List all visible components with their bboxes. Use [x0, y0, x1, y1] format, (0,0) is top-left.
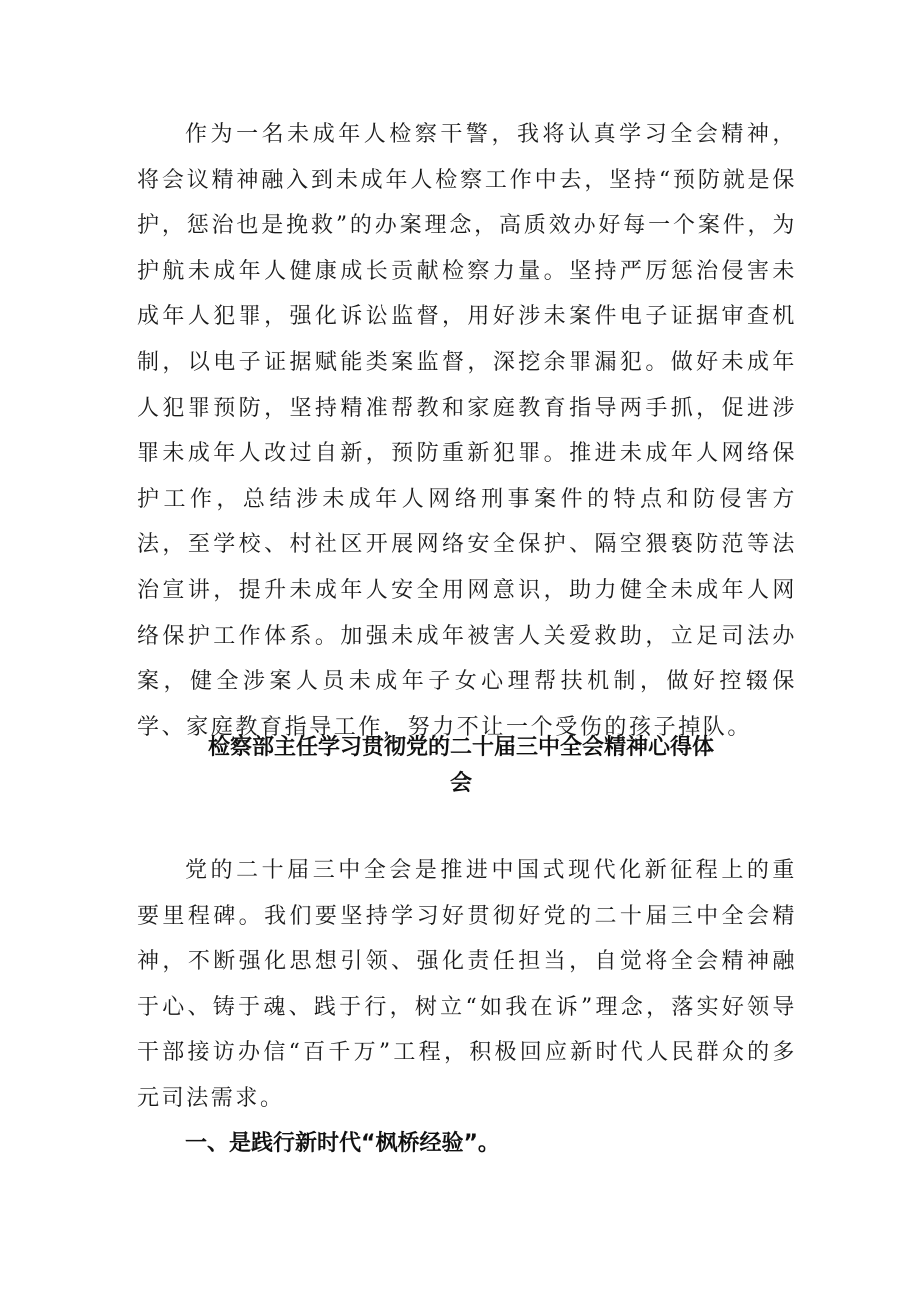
article-title [137, 730, 785, 802]
body-paragraph-1: 作为一名未成年人检察干警，我将认真学习全会精神，将会议精神融入到未成年人检察工作中去，坚持“预防就是保护，惩治也是挽救”的办案理念，高质效办好每一个案件，为护航未成年人健康成长贡献检察力量。坚持严厉惩治侵害未成年人犯罪，强化诉讼监督，用好涉未案件电子证据审查机制，以电子证据赋能类案监督，深挖余罪漏犯。做好未成年人犯罪预防，坚持精准帮教和家庭教育指导两手抓，促进涉罪未成年人改过自新，预防重新犯罪。推进未成年人网络保护工作，总结涉未成年人网络刑事案件的特点和防侵害方法，至学校、村社区开展网络安全保护、隔空猥亵防范等法治宣讲，提升未成年人安全用网意识，助力健全未成年人网络保护工作体系。加强未成年被害人关爱救助，立足司法办案，健全涉案人员未成年子女心理帮扶机制，做好控辍保学、家庭教育指导工作，努力不让一个受伤的孩子掉队。 [137, 122, 797, 740]
article-title-line-2: 会 [449, 771, 472, 796]
section-heading: 一、是践行新时代“枫桥经验”。 [185, 1131, 500, 1156]
article-title-line-1: 检察部主任学习贯彻党的二十届三中全会精神心得体 [207, 735, 714, 760]
body-paragraph-2: 党的二十届三中全会是推进中国式现代化新征程上的重要里程碑。我们要坚持学习好贯彻好党的二十届三中全会精神，不断强化思想引领、强化责任担当，自觉将全会精神融于心、铸于魂、践于行，树立“如我在诉”理念，落实好领导干部接访办信“百千万”工程，积极回应新时代人民群众的多元司法需求。 [137, 858, 797, 1111]
